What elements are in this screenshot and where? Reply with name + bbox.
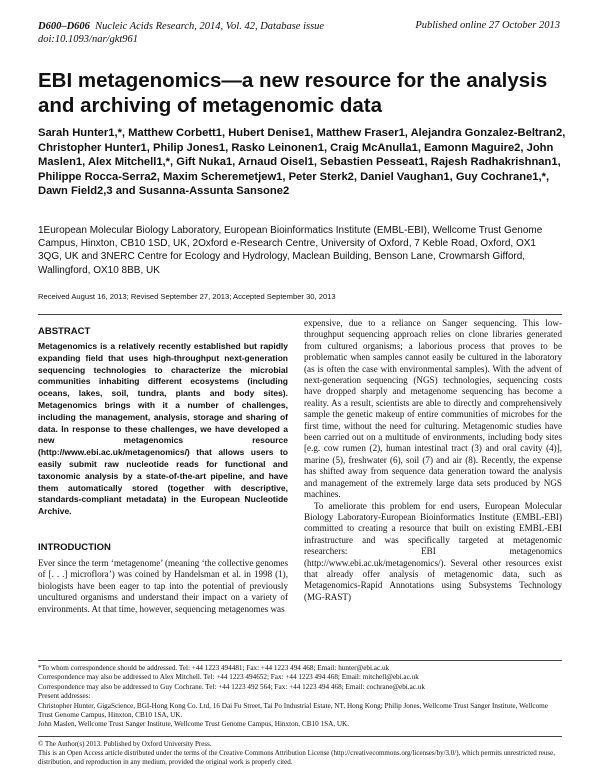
abstract-text: Metagenomics is a relatively recently established but rapidly expanding field that uses high-throughput next-generation sequencing technologies to characterize the microbial communities inhabiting different ecosystems (including oceans, lakes, soil, tundra, plants and body sites). Metagenomics brings with it a number of challenges, including the management, analysis, storage and sharing of data. In response to these challenges, we have developed a new metagenomics resource (http://www.ebi.ac.uk/metagenomics/) that allows users to easily submit raw nucleotide reads for functional and taxonomic analysis by a state-of-the-art pipeline, and have them automatically stored (together with descriptive, standards-compliant metadata) in the European Nucleotide Archive. bbox=[38, 341, 288, 517]
body-paragraph: expensive, due to a reliance on Sanger sequencing. This low-throughput sequencing approach relies on clone libraries generated from cultured organisms; a laborious process that proves to be problematic when samples cannot easily be cultured in the laboratory (as is often the case with environmental samples). With the advent of next-generation sequencing (NGS) technologies, sequencing costs have dropped sharply and metagenome sequencing has become a reality. As a result, scientists are able to directly and comprehensively sample the genetic makeup of entire communities of microbes for the first time, without the need for culturing. Metagenomic studies have been carried out on a multitude of environments, including body sites [e.g. cow rumen (2), human intestinal tract (3) and oral cavity (4)], marine (5), freshwater (6), soil (7) and air (8). Recently, the expense has shifted away from sequence data generation toward the analysis and management of the extremely large data sets produced by NGS machines. bbox=[304, 318, 562, 500]
present-address: John Maslen, Wellcome Trust Sanger Institute, Wellcome Trust Genome Campus, Hinxton, CB10 1SA, UK. bbox=[38, 720, 350, 729]
introduction-heading: INTRODUCTION bbox=[38, 542, 111, 553]
correspondence-note: *To whom correspondence should be addressed. Tel: +44 1223 494481; Fax: +44 1223 494 468; Email: hunter@ebi.ac.uk bbox=[38, 664, 390, 672]
copyright-line: © The Author(s) 2013. Published by Oxford University Press. bbox=[38, 740, 212, 748]
journal-citation: Nucleic Acids Research, 2014, Vol. 42, Database issue bbox=[95, 21, 325, 32]
right-column bbox=[304, 318, 562, 603]
introduction-text: Ever since the term ‘metagenome’ (meaning ‘the collective genomes of [. . .] microflora’) was coined by Handelsman et al. in 1998 (1), biologists have been eager to tap into the potential of previously uncultured organisms and understand their impact on a variety of environments. At that time, however, sequencing metagenomes was bbox=[38, 558, 288, 614]
section-divider bbox=[38, 314, 562, 315]
running-header bbox=[38, 20, 324, 46]
license-text: This is an Open Access article distributed under the terms of the Creative Commons Attribution License (http://creativecommons.org/licenses/by/3.0/), which permits unrestricted reuse, distribution, and reproduction in any medium, provided the original work is properly cited. bbox=[38, 749, 555, 767]
abstract-heading: ABSTRACT bbox=[38, 326, 91, 337]
present-addresses-label: Present addresses: bbox=[38, 692, 91, 701]
correspondence-note: Correspondence may also be addressed to Guy Cochrane. Tel: +44 1223 492 564; Fax: +44 1223 494 468; Email: cochrane@ebi.ac.uk bbox=[38, 682, 425, 691]
author-list: Sarah Hunter1,*, Matthew Corbett1, Hubert Denise1, Matthew Fraser1, Alejandra Gonzalez-Beltran2, Christopher Hunter1, Philip Jones1, Rasko Leinonen1, Craig McAnulla1, Eamonn Maguire2, John Maslen1, Alex Mitchell1,*, Gift Nuka1, Arnaud Oisel1, Sebastien Pesseat1, Rajesh Radhakrishnan1, Philippe Rocca-Serra2, Maxim Scheremetjew1, Peter Sterk2, Daniel Vaughan1, Guy Cochrane1,*, Dawn Field2,3 and Susanna-Assunta Sansone2 bbox=[38, 127, 566, 198]
license-divider bbox=[38, 736, 562, 737]
paper-title: EBI metagenomics—a new resource for the analysis and archiving of metagenomic data bbox=[38, 69, 548, 117]
publication-date: Published online 27 October 2013 bbox=[415, 20, 560, 31]
footnotes bbox=[38, 664, 562, 730]
license-block bbox=[38, 740, 562, 768]
footnote-divider bbox=[38, 660, 562, 661]
correspondence-note: Correspondence may also be addressed to Alex Mitchell. Tel: +44 1223 494652; Fax: +44 1223 494 468; Email: mitchell@ebi.ac.uk bbox=[38, 673, 419, 682]
doi: doi:10.1093/nar/gkt961 bbox=[38, 34, 139, 45]
page-range: D600–D606 bbox=[38, 21, 90, 32]
body-paragraph: To ameliorate this problem for end users, European Molecular Biology Laboratory-European Bioinformatics Institute (EMBL-EBI) committed to creating a resource that built on existing EMBL-EBI infrastructure and was specifically targeted at metagenomic researchers: EBI metagenomics (http://www.ebi.ac.uk/metagenomics/). Several other resources exist that already offer analysis of metagenomic data, such as Metagenomics-Rapid Annotations using Subsystems Technology (MG-RAST) bbox=[304, 500, 562, 602]
affiliations: 1European Molecular Biology Laboratory, European Bioinformatics Institute (EMBL-EBI), Wellcome Trust Genome Campus, Hinxton, CB10 1SD, UK, 2Oxford e-Research Centre, University of Oxford, 7 Keble Road, Oxford, OX1 3QG, UK and 3NERC Centre for Ecology and Hydrology, Maclean Building, Benson Lane, Crowmarsh Gifford, Wallingford, OX10 8BB, UK bbox=[38, 225, 543, 276]
present-address: Christopher Hunter, GigaScience, BGI-Hong Kong Co. Ltd, 16 Dai Fu Street, Tai Po Industrial Estate, NT, Hong Kong; Philip Jones, Wellcome Trust Sanger Institute, Wellcome Trust Genome Campus, Hinxton, CB10 1SA, UK. bbox=[38, 701, 548, 720]
received-dates: Received August 16, 2013; Revised September 27, 2013; Accepted September 30, 2013 bbox=[38, 292, 336, 301]
